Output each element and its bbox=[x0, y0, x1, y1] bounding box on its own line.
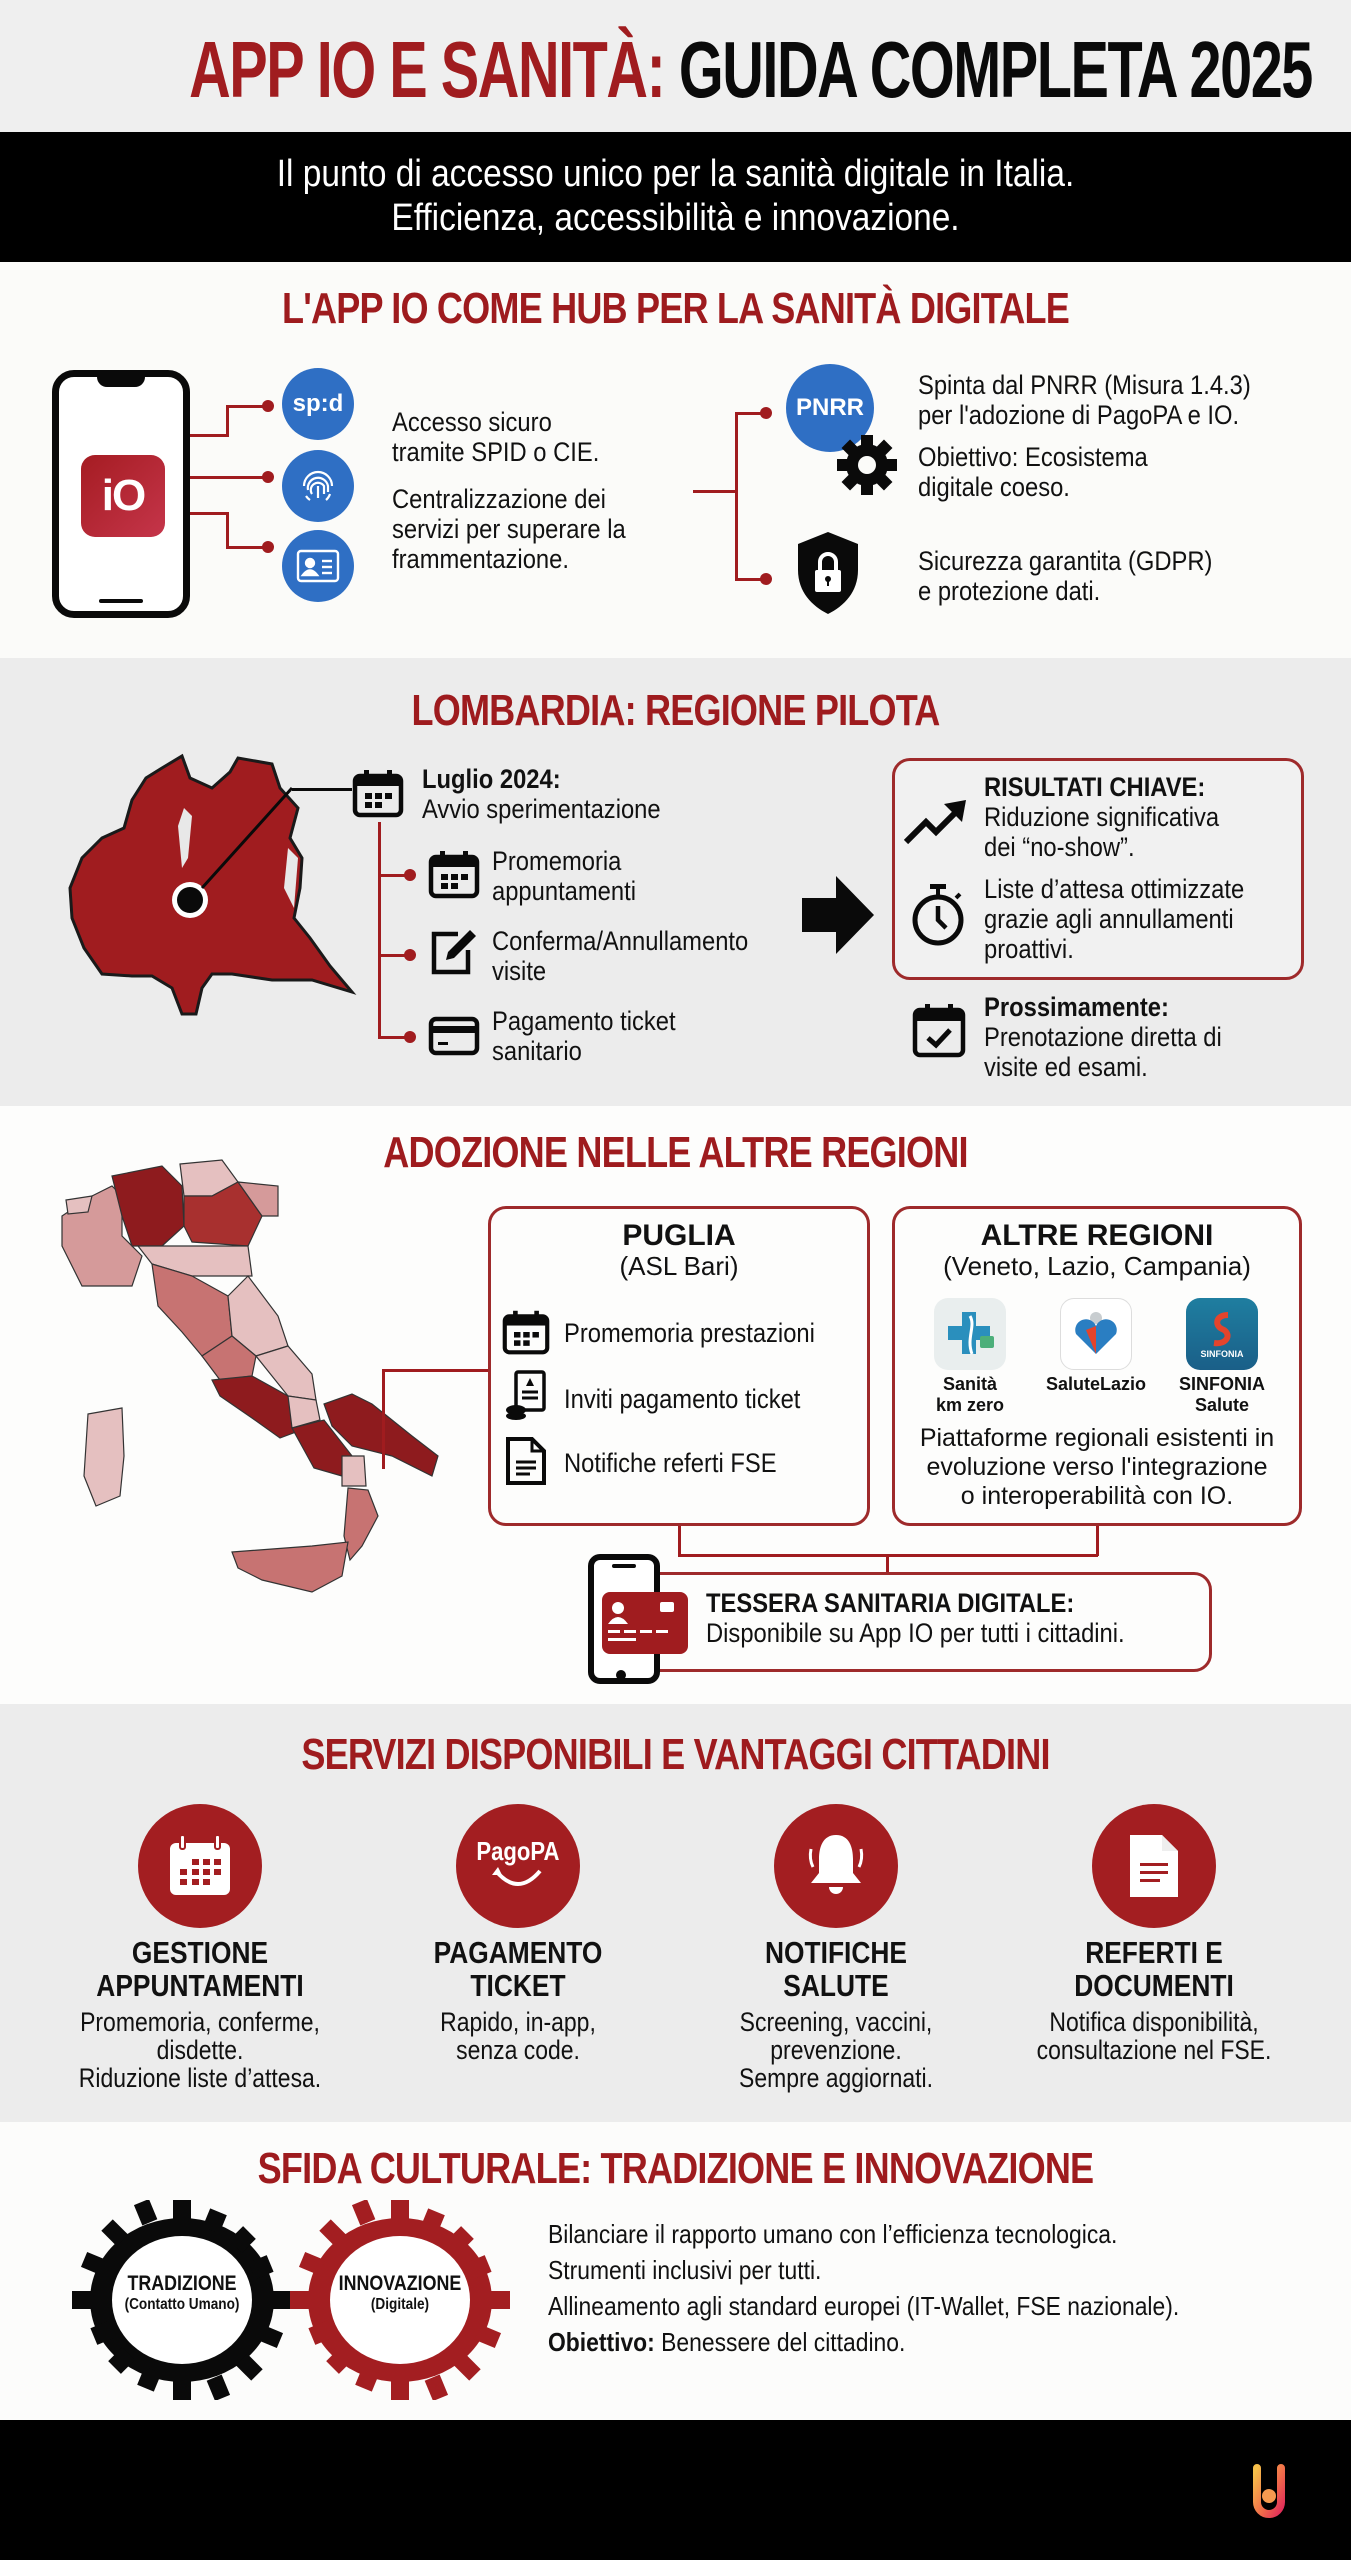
hub-security-text: Sicurezza garantita (GDPR) e protezione dati. bbox=[918, 546, 1213, 606]
phone-illustration bbox=[52, 370, 190, 618]
service-desc: Promemoria, conferme, disdette. Riduzione liste d’attesa. bbox=[78, 2007, 322, 2093]
other-regions-desc: Piattaforme regionali esistenti in evoluzione verso l'integrazione o interoperabilità con IO. bbox=[919, 1424, 1275, 1510]
puglia-item: Inviti pagamento ticket bbox=[564, 1384, 801, 1414]
calendar-icon bbox=[138, 1804, 262, 1928]
calendar-icon bbox=[502, 1308, 550, 1361]
service-title: GESTIONE APPUNTAMENTI bbox=[96, 1935, 304, 2003]
feature-ticket-payment: Pagamento ticket sanitario bbox=[492, 1006, 676, 1066]
result-waiting-lists: Liste d’attesa ottimizzate grazie agli annullamenti proattivi. bbox=[984, 874, 1245, 964]
lombardia-title: LOMBARDIA: REGIONE PILOTA bbox=[411, 686, 940, 735]
italy-map bbox=[52, 1156, 472, 1601]
header bbox=[0, 0, 1351, 132]
gear-innovation-label: INNOVAZIONE (Digitale) bbox=[338, 2272, 462, 2313]
feature-confirm-cancel: Conferma/Annullamento visite bbox=[492, 926, 749, 986]
io-app-label: iO bbox=[101, 471, 145, 520]
service-desc: Screening, vaccini, prevenzione. Sempre aggiornati. bbox=[739, 2007, 933, 2093]
other-regions-header: ALTRE REGIONI (Veneto, Lazio, Campania) bbox=[943, 1219, 1251, 1281]
calendar-icon bbox=[352, 768, 404, 823]
hub-section bbox=[0, 262, 1351, 658]
pagopa-icon: PagoPA bbox=[456, 1804, 580, 1928]
regions-title: ADOZIONE NELLE ALTRE REGIONI bbox=[383, 1128, 968, 1177]
document-icon bbox=[504, 1436, 548, 1491]
document-icon bbox=[1092, 1804, 1216, 1928]
launch-info: Luglio 2024: Avvio sperimentazione bbox=[422, 764, 661, 824]
credit-card-icon bbox=[428, 1016, 480, 1061]
service-title: PAGAMENTO TICKET bbox=[433, 1935, 603, 2003]
stopwatch-icon bbox=[910, 882, 966, 953]
fingerprint-icon bbox=[282, 450, 354, 522]
brand-logo-icon bbox=[1252, 2462, 1286, 2529]
calendar-check-icon bbox=[912, 1002, 966, 1063]
title-red: APP IO E SANITÀ: bbox=[189, 25, 665, 114]
hub-centralization-text: Centralizzazione dei servizi per superare la frammentazione. bbox=[392, 484, 626, 574]
service-desc: Rapido, in-app, senza code. bbox=[440, 2007, 596, 2065]
sinfonia-logo: SINFONIA bbox=[1186, 1298, 1258, 1370]
footer bbox=[0, 2420, 1351, 2560]
hub-title: L'APP IO COME HUB PER LA SANITÀ DIGITALE bbox=[282, 284, 1069, 333]
puglia-item: Notifiche referti FSE bbox=[564, 1448, 777, 1478]
gear-tradition-label: TRADIZIONE (Contatto Umano) bbox=[124, 2272, 240, 2313]
shield-lock-icon bbox=[796, 530, 860, 621]
io-app-icon bbox=[81, 455, 165, 537]
hub-goal-text: Obiettivo: Ecosistema digitale coeso. bbox=[918, 442, 1148, 502]
lombardia-map bbox=[62, 748, 362, 1043]
hub-pnrr-text: Spinta dal PNRR (Misura 1.4.3) per l'adozione di PagoPA e IO. bbox=[918, 370, 1251, 430]
app-label: Sanità km zero bbox=[935, 1374, 1005, 1415]
spid-icon: sp:d bbox=[282, 368, 354, 440]
pnrr-icon: PNRR bbox=[786, 364, 874, 452]
service-desc: Notifica disponibilità, consultazione nel FSE. bbox=[1036, 2007, 1272, 2065]
edit-icon bbox=[428, 926, 480, 983]
subtitle-line-2: Efficienza, accessibilità e innovazione. bbox=[391, 197, 960, 239]
puglia-item: Promemoria prestazioni bbox=[564, 1318, 815, 1348]
service-title: NOTIFICHE SALUTE bbox=[764, 1935, 908, 2003]
trend-up-icon bbox=[904, 798, 968, 851]
salute-lazio-logo bbox=[1060, 1298, 1132, 1370]
regions-section bbox=[0, 1106, 1351, 1704]
digital-health-card-text: TESSERA SANITARIA DIGITALE: Disponibile su App IO per tutti i cittadini. bbox=[706, 1588, 1125, 1648]
service-title: REFERTI E DOCUMENTI bbox=[1074, 1935, 1234, 2003]
lombardia-section bbox=[0, 658, 1351, 1106]
puglia-header: PUGLIA (ASL Bari) bbox=[619, 1219, 739, 1281]
gear-icon bbox=[836, 434, 898, 501]
page-title bbox=[189, 25, 1312, 114]
bell-icon bbox=[774, 1804, 898, 1928]
culture-section bbox=[0, 2122, 1351, 2420]
services-title: SERVIZI DISPONIBILI E VANTAGGI CITTADINI bbox=[301, 1730, 1050, 1779]
feature-reminders: Promemoria appuntamenti bbox=[492, 846, 636, 906]
subtitle-band bbox=[0, 132, 1351, 262]
upcoming-booking: Prossimamente: Prenotazione diretta di visite ed esami. bbox=[984, 992, 1222, 1082]
services-section bbox=[0, 1704, 1351, 2122]
culture-title: SFIDA CULTURALE: TRADIZIONE E INNOVAZIONE bbox=[257, 2144, 1094, 2193]
culture-points: Bilanciare il rapporto umano con l’efficienza tecnologica. Strumenti inclusivi per tutti. Allineamento agli standard europei (IT-Wallet, FSE nazionale). Obiettivo: Benessere del cittadino. bbox=[548, 2219, 1180, 2357]
health-card-icon bbox=[602, 1592, 688, 1654]
title-black: GUIDA COMPLETA 2025 bbox=[678, 25, 1312, 114]
invoice-coins-icon bbox=[504, 1370, 548, 1425]
app-label: SaluteLazio bbox=[1045, 1374, 1147, 1394]
subtitle-line-1: Il punto di accesso unico per la sanità digitale in Italia. bbox=[276, 153, 1075, 195]
hub-access-text: Accesso sicuro tramite SPID o CIE. bbox=[392, 407, 600, 467]
id-card-icon bbox=[282, 530, 354, 602]
arrow-right-icon bbox=[802, 876, 874, 959]
sanita-km-zero-logo bbox=[934, 1298, 1006, 1370]
result-no-show: RISULTATI CHIAVE: Riduzione significativa dei “no-show”. bbox=[984, 772, 1220, 862]
calendar-icon bbox=[428, 848, 480, 905]
app-label: SINFONIA Salute bbox=[1178, 1374, 1265, 1415]
